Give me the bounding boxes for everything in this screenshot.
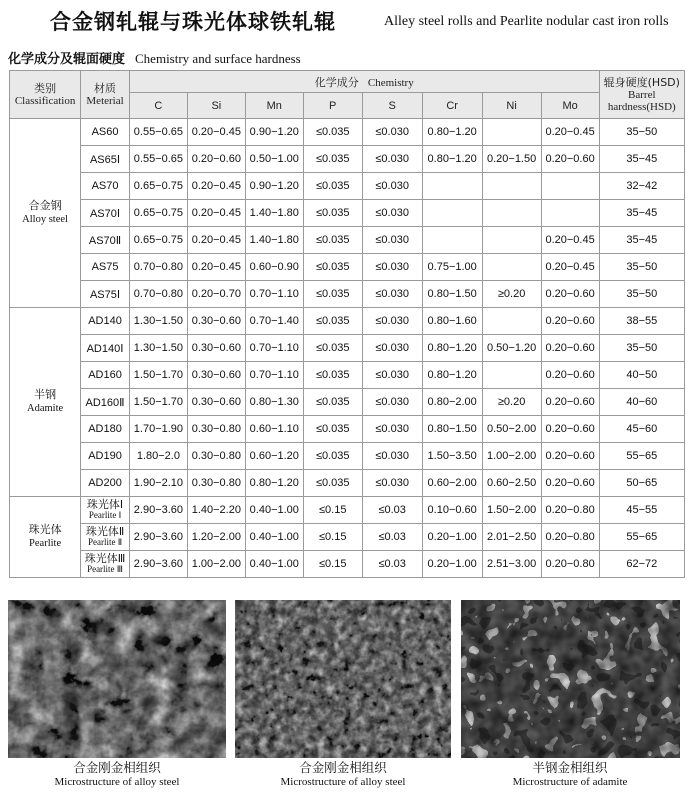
subtitle-en: Chemistry and surface hardness: [135, 51, 301, 66]
cell-c: 0.65−0.75: [129, 173, 187, 200]
cell-mo: 0.20−0.45: [541, 119, 599, 146]
cell-si: 1.20−2.00: [187, 524, 245, 551]
cell-ni: 0.50−1.20: [482, 335, 541, 362]
cell-ni: ≥0.20: [482, 281, 541, 308]
table-row: [10, 119, 685, 146]
micrograph-adamite: [461, 600, 680, 758]
cell-p: ≤0.035: [303, 119, 362, 146]
cell-ni: 1.00−2.00: [482, 443, 541, 470]
cell-mo: 0.20−0.60: [541, 335, 599, 362]
cell-c: 2.90−3.60: [129, 551, 187, 578]
cell-s: ≤0.030: [362, 227, 422, 254]
cell-cr: 0.80−1.50: [422, 281, 482, 308]
cell-mn: 1.40−1.80: [245, 227, 303, 254]
cell-si: 0.20−0.45: [187, 200, 245, 227]
cell-mn: 0.90−1.20: [245, 119, 303, 146]
cell-mo: [541, 200, 599, 227]
cell-p: ≤0.15: [303, 524, 362, 551]
cell-mo: 0.20−0.60: [541, 443, 599, 470]
cell-mo: 0.20−0.60: [541, 470, 599, 497]
micrograph-alloy-steel-1: [8, 600, 226, 758]
cell-ni: [482, 200, 541, 227]
material-cell: AD140: [81, 308, 130, 335]
material-cell: AS75: [81, 254, 130, 281]
material-cell: 珠光体Ⅱ Pearlite Ⅱ: [81, 524, 130, 551]
material-cell: AD160: [81, 362, 130, 389]
cell-mo: 0.20−0.45: [541, 254, 599, 281]
cell-s: ≤0.03: [362, 524, 422, 551]
cell-mo: 0.20−0.80: [541, 497, 599, 524]
cell-cr: 0.80−1.20: [422, 146, 482, 173]
cell-ni: 2.01−2.50: [482, 524, 541, 551]
cell-hardness: 40−60: [599, 389, 684, 416]
cell-si: 0.20−0.45: [187, 254, 245, 281]
cell-s: ≤0.030: [362, 389, 422, 416]
cell-s: ≤0.030: [362, 362, 422, 389]
cell-mn: 0.50−1.00: [245, 146, 303, 173]
cell-c: 0.65−0.75: [129, 227, 187, 254]
cell-mn: 0.60−1.20: [245, 443, 303, 470]
cell-s: ≤0.03: [362, 551, 422, 578]
cell-mn: 0.40−1.00: [245, 551, 303, 578]
cell-mn: 0.70−1.10: [245, 362, 303, 389]
header: [0, 0, 690, 44]
cell-hardness: 35−45: [599, 227, 684, 254]
cell-p: ≤0.035: [303, 281, 362, 308]
header-classification: 类别 Classification: [10, 71, 81, 119]
cell-si: 0.20−0.60: [187, 146, 245, 173]
cell-s: ≤0.030: [362, 173, 422, 200]
cell-ni: 0.20−1.50: [482, 146, 541, 173]
cell-p: ≤0.035: [303, 362, 362, 389]
group-classification: 合金钢 Alloy steel: [10, 119, 81, 308]
material-cell: AS75Ⅰ: [81, 281, 130, 308]
header-element-mo: Mo: [541, 93, 599, 119]
material-cell: AD180: [81, 416, 130, 443]
cell-si: 0.20−0.45: [187, 173, 245, 200]
cell-s: ≤0.03: [362, 497, 422, 524]
header-element-p: P: [303, 93, 362, 119]
table-row: [10, 173, 685, 200]
cell-cr: 1.50−3.50: [422, 443, 482, 470]
cell-c: 0.70−0.80: [129, 254, 187, 281]
cell-hardness: 55−65: [599, 524, 684, 551]
cell-p: ≤0.035: [303, 443, 362, 470]
chemistry-table: [9, 70, 685, 578]
header-element-cr: Cr: [422, 93, 482, 119]
cell-s: ≤0.030: [362, 119, 422, 146]
cell-c: 2.90−3.60: [129, 524, 187, 551]
cell-p: ≤0.035: [303, 173, 362, 200]
caption-alloy-steel-1: 合金刚金相组织 Microstructure of alloy steel: [54, 760, 180, 788]
cell-c: 1.50−1.70: [129, 389, 187, 416]
cell-ni: 0.50−2.00: [482, 416, 541, 443]
caption-alloy-steel-2: 合金刚金相组织 Microstructure of alloy steel: [280, 760, 406, 788]
cell-hardness: 32−42: [599, 173, 684, 200]
header-element-c: C: [129, 93, 187, 119]
header-element-s: S: [362, 93, 422, 119]
cell-c: 0.65−0.75: [129, 200, 187, 227]
subtitle-zh: 化学成分及辊面硬度: [8, 52, 126, 67]
cell-p: ≤0.15: [303, 497, 362, 524]
cell-si: 0.30−0.80: [187, 443, 245, 470]
cell-c: 1.90−2.10: [129, 470, 187, 497]
cell-mn: 0.60−1.10: [245, 416, 303, 443]
cell-p: ≤0.035: [303, 335, 362, 362]
cell-mn: 1.40−1.80: [245, 200, 303, 227]
cell-s: ≤0.030: [362, 146, 422, 173]
cell-s: ≤0.030: [362, 416, 422, 443]
cell-p: ≤0.035: [303, 470, 362, 497]
table-row: [10, 524, 685, 551]
material-cell: AS70Ⅰ: [81, 200, 130, 227]
header-element-si: Si: [187, 93, 245, 119]
cell-mo: 0.20−0.60: [541, 362, 599, 389]
group-classification: 珠光体 Pearlite: [10, 497, 81, 578]
cell-mn: 0.90−1.20: [245, 173, 303, 200]
cell-c: 1.80−2.0: [129, 443, 187, 470]
cell-s: ≤0.030: [362, 281, 422, 308]
material-cell: AS70Ⅱ: [81, 227, 130, 254]
cell-cr: 0.20−1.00: [422, 551, 482, 578]
cell-hardness: 35−45: [599, 146, 684, 173]
table-row: [10, 281, 685, 308]
cell-mn: 0.80−1.20: [245, 470, 303, 497]
cell-cr: [422, 227, 482, 254]
cell-cr: 0.60−2.00: [422, 470, 482, 497]
cell-mo: 0.20−0.60: [541, 308, 599, 335]
cell-mn: 0.80−1.30: [245, 389, 303, 416]
page-title: 合金钢轧辊与珠光体球铁轧辊: [50, 10, 336, 34]
cell-ni: 1.50−2.00: [482, 497, 541, 524]
cell-si: 0.20−0.45: [187, 227, 245, 254]
micrograph-alloy-steel-2: [235, 600, 451, 758]
section-subtitle: [8, 48, 301, 67]
cell-cr: [422, 173, 482, 200]
cell-p: ≤0.15: [303, 551, 362, 578]
cell-c: 1.70−1.90: [129, 416, 187, 443]
cell-hardness: 35−45: [599, 200, 684, 227]
cell-mo: 0.20−0.60: [541, 146, 599, 173]
cell-mn: 0.70−1.10: [245, 335, 303, 362]
cell-cr: 0.80−1.60: [422, 308, 482, 335]
cell-mo: 0.20−0.60: [541, 281, 599, 308]
table-row: [10, 497, 685, 524]
cell-mo: 0.20−0.60: [541, 389, 599, 416]
cell-hardness: 35−50: [599, 254, 684, 281]
table-row: [10, 551, 685, 578]
cell-c: 1.30−1.50: [129, 335, 187, 362]
cell-cr: 0.10−0.60: [422, 497, 482, 524]
cell-mo: 0.20−0.45: [541, 227, 599, 254]
cell-cr: 0.75−1.00: [422, 254, 482, 281]
cell-hardness: 35−50: [599, 335, 684, 362]
table-row: [10, 389, 685, 416]
cell-c: 0.70−0.80: [129, 281, 187, 308]
table-header: [10, 71, 685, 119]
material-cell: AD190: [81, 443, 130, 470]
header-material: 材质 Meterial: [81, 71, 130, 119]
table-row: [10, 416, 685, 443]
cell-p: ≤0.035: [303, 146, 362, 173]
cell-si: 0.30−0.60: [187, 362, 245, 389]
cell-cr: [422, 200, 482, 227]
cell-c: 0.55−0.65: [129, 146, 187, 173]
cell-ni: [482, 173, 541, 200]
cell-c: 1.30−1.50: [129, 308, 187, 335]
material-cell: AD200: [81, 470, 130, 497]
material-cell: 珠光体Ⅲ Pearlite Ⅲ: [81, 551, 130, 578]
material-cell: AD140Ⅰ: [81, 335, 130, 362]
cell-ni: ≥0.20: [482, 389, 541, 416]
material-cell: AD160Ⅱ: [81, 389, 130, 416]
table-row: [10, 200, 685, 227]
cell-mn: 0.60−0.90: [245, 254, 303, 281]
cell-s: ≤0.030: [362, 308, 422, 335]
cell-si: 0.30−0.60: [187, 308, 245, 335]
table-row: [10, 308, 685, 335]
cell-cr: 0.80−1.20: [422, 119, 482, 146]
cell-si: 0.30−0.60: [187, 335, 245, 362]
table-row: [10, 470, 685, 497]
material-cell: AS70: [81, 173, 130, 200]
cell-ni: 0.60−2.50: [482, 470, 541, 497]
cell-p: ≤0.035: [303, 416, 362, 443]
cell-mn: 0.70−1.10: [245, 281, 303, 308]
cell-ni: [482, 362, 541, 389]
cell-s: ≤0.030: [362, 335, 422, 362]
group-classification: 半钢 Adamite: [10, 308, 81, 497]
cell-cr: 0.80−1.20: [422, 362, 482, 389]
cell-mo: 0.20−0.80: [541, 524, 599, 551]
cell-mo: 0.20−0.80: [541, 551, 599, 578]
table-row: [10, 146, 685, 173]
cell-si: 0.30−0.60: [187, 389, 245, 416]
cell-hardness: 35−50: [599, 281, 684, 308]
cell-si: 0.20−0.70: [187, 281, 245, 308]
header-chemistry: 化学成分 Chemistry: [129, 71, 599, 93]
cell-hardness: 55−65: [599, 443, 684, 470]
cell-p: ≤0.035: [303, 200, 362, 227]
cell-mo: [541, 173, 599, 200]
cell-cr: 0.80−1.50: [422, 416, 482, 443]
table-body: [10, 119, 685, 578]
cell-hardness: 62−72: [599, 551, 684, 578]
cell-ni: [482, 254, 541, 281]
cell-si: 0.30−0.80: [187, 416, 245, 443]
material-cell: AS60: [81, 119, 130, 146]
cell-c: 2.90−3.60: [129, 497, 187, 524]
cell-cr: 0.80−2.00: [422, 389, 482, 416]
cell-ni: [482, 119, 541, 146]
cell-mn: 0.70−1.40: [245, 308, 303, 335]
cell-s: ≤0.030: [362, 200, 422, 227]
cell-ni: [482, 227, 541, 254]
cell-cr: 0.20−1.00: [422, 524, 482, 551]
header-element-ni: Ni: [482, 93, 541, 119]
table-row: [10, 254, 685, 281]
cell-p: ≤0.035: [303, 308, 362, 335]
table-row: [10, 227, 685, 254]
cell-p: ≤0.035: [303, 227, 362, 254]
cell-ni: [482, 308, 541, 335]
table-row: [10, 335, 685, 362]
table-row: [10, 362, 685, 389]
page-title-english: Alley steel rolls and Pearlite nodular cast iron rolls: [384, 14, 669, 29]
cell-c: 1.50−1.70: [129, 362, 187, 389]
cell-s: ≤0.030: [362, 254, 422, 281]
cell-hardness: 50−65: [599, 470, 684, 497]
caption-adamite: 半钢金相组织 Microstructure of adamite: [512, 760, 628, 788]
cell-si: 1.40−2.20: [187, 497, 245, 524]
cell-cr: 0.80−1.20: [422, 335, 482, 362]
cell-si: 0.20−0.45: [187, 119, 245, 146]
header-hardness: 辊身硬度(HSD) Barrel hardness(HSD): [599, 71, 684, 119]
cell-p: ≤0.035: [303, 389, 362, 416]
cell-hardness: 35−50: [599, 119, 684, 146]
cell-hardness: 45−55: [599, 497, 684, 524]
cell-s: ≤0.030: [362, 470, 422, 497]
cell-hardness: 40−50: [599, 362, 684, 389]
cell-hardness: 38−55: [599, 308, 684, 335]
cell-ni: 2.51−3.00: [482, 551, 541, 578]
cell-mn: 0.40−1.00: [245, 497, 303, 524]
cell-s: ≤0.030: [362, 443, 422, 470]
material-cell: AS65Ⅰ: [81, 146, 130, 173]
cell-mo: 0.20−0.60: [541, 416, 599, 443]
cell-p: ≤0.035: [303, 254, 362, 281]
material-cell: 珠光体Ⅰ Pearlite Ⅰ: [81, 497, 130, 524]
cell-si: 0.30−0.80: [187, 470, 245, 497]
header-element-mn: Mn: [245, 93, 303, 119]
table-row: [10, 443, 685, 470]
cell-c: 0.55−0.65: [129, 119, 187, 146]
cell-mn: 0.40−1.00: [245, 524, 303, 551]
cell-si: 1.00−2.00: [187, 551, 245, 578]
cell-hardness: 45−60: [599, 416, 684, 443]
